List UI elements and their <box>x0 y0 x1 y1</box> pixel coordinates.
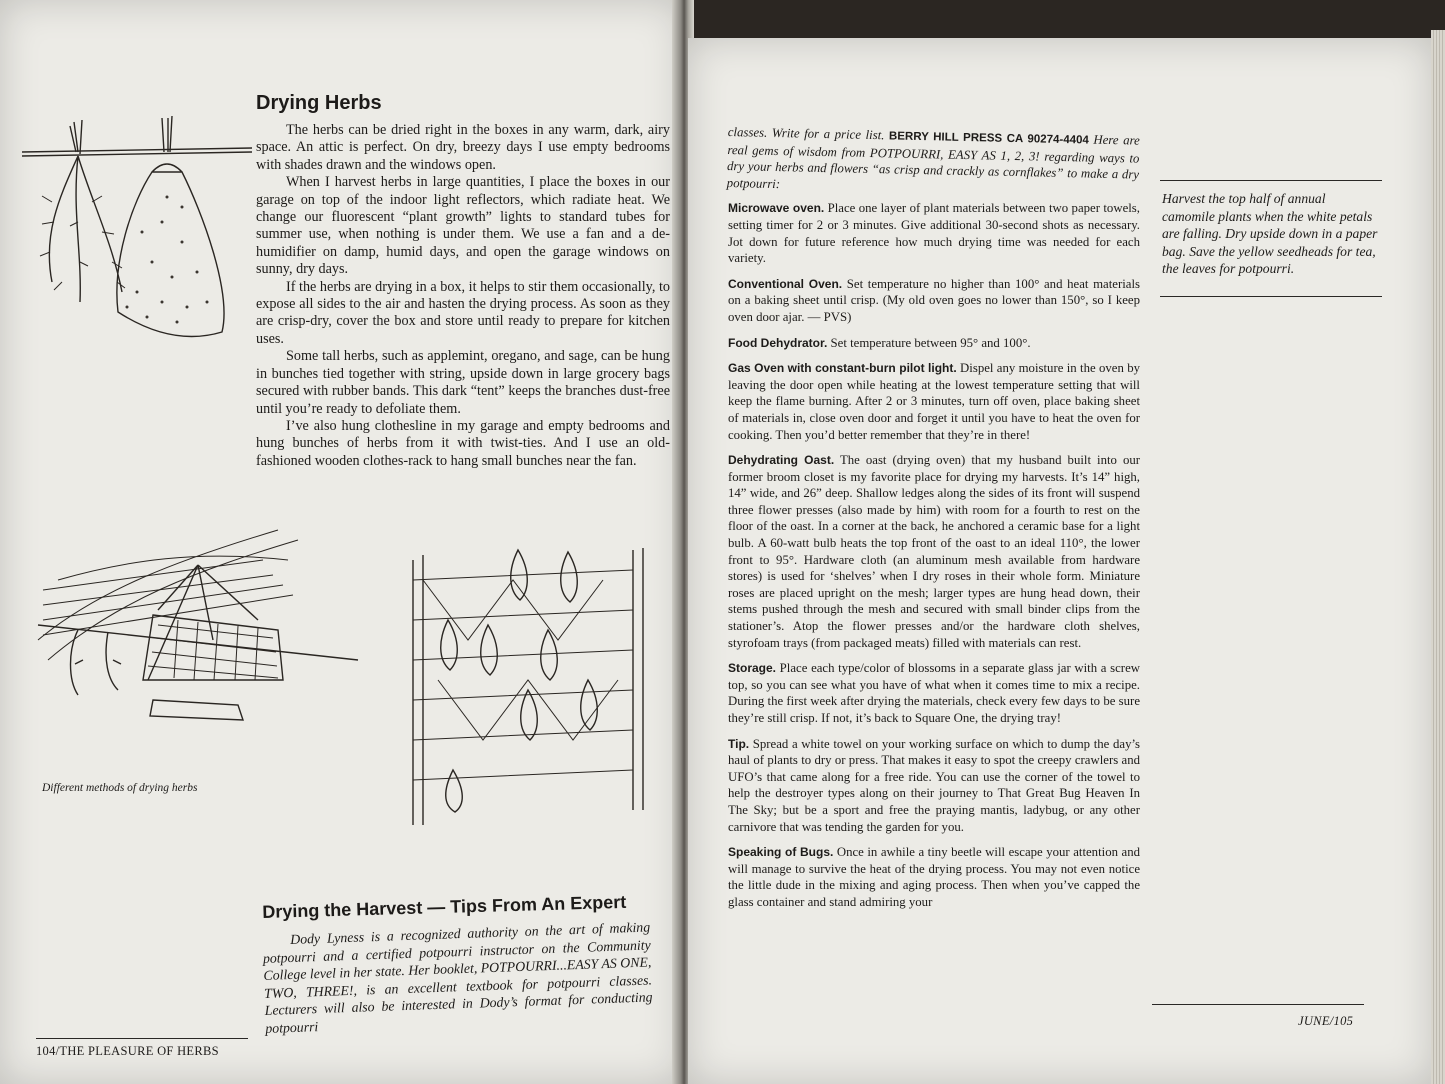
publisher-address: BERRY HILL PRESS CA 90274-4404 <box>888 130 1089 147</box>
left-page <box>0 0 683 1084</box>
tip-text: Place each type/color of blossoms in a separate glass jar with a screw top, so you can see what you have of what when it comes time to mix a recipe. During the first week after drying the materials, check every few days to be sure they’re still crisp. If not, it’s back to Square One, the drying tray! <box>728 661 1140 725</box>
tip-text: Once in awhile a tiny beetle will escape your attention and will manage to survive the heat of the drying process. You may not even notice the little dude in the mixing and aging process. Then when you’ve capped the glass container and stand admiring your <box>728 845 1140 909</box>
tip-paragraph <box>728 276 1140 326</box>
tip-lead: Food Dehydrator. <box>728 335 828 350</box>
camomile-sidebar: Harvest the top half of annual camomile plants when the white petals are falling. Dry upside down in a paper bag. Save the yellow seedheads for tea, the leaves for potpourri. <box>1162 191 1378 277</box>
expert-intro: Dody Lyness is a recognized authority on the art of making potpourri and a certified potpourri instructor on the Community College level in her state. Her booklet, POTPOURRI...EASY AS ONE, TWO, THREE!, is an excellent textbook for potpourri classes. Lecturers will also be interested in Dody’s format for conducting potpourri <box>262 919 653 1036</box>
sidebar-rule-top <box>1160 180 1382 181</box>
hanging-herbs-illustration <box>22 112 262 352</box>
drying-tray-illustration <box>38 520 368 770</box>
tip-paragraph <box>728 844 1140 910</box>
tip-paragraph <box>728 736 1140 836</box>
tip-paragraph <box>728 335 1140 352</box>
paragraph: If the herbs are drying in a box, it helps to stir them occasionally, to expose all sides to the air and hasten the drying process. As soon as they are crisp-dry, cover the box and store until ready to prepare for kitchen uses. <box>256 278 670 347</box>
tip-text: Place one layer of plant materials between two paper towels, setting timer for 2 or 3 minutes. Give additional 30-second shots as necessary. Jot down for future reference how much drying time was needed for each variety. <box>728 201 1140 266</box>
left-body-text <box>256 122 670 470</box>
intro-text-a: classes. Write for a price list. <box>727 124 890 143</box>
tip-lead: Microwave oven. <box>728 201 825 216</box>
paragraph: Some tall herbs, such as applemint, oregano, and sage, can be hung in bunches tied together with string, upside down in large grocery bags secured with rubber bands. This dark “tent” keeps the branches dust-free until you’re ready to defoliate them. <box>256 348 670 417</box>
paragraph: I’ve also hung clothesline in my garage and empty bedrooms and hung bunches of herbs from it with twist-ties. And I use an old-fashioned wooden clothes-rack to hang small bunches near the fan. <box>256 417 670 469</box>
footer-rule <box>1152 1004 1364 1005</box>
tip-text: Set temperature no higher than 100° and heat materials on a baking sheet until crisp. (My old oven goes no lower than 150°, so I keep oven door ajar. — PVS) <box>728 276 1140 324</box>
paragraph: The herbs can be dried right in the boxes in any warm, dark, airy space. An attic is perfect. On dry, breezy days I use empty bedrooms with shades drawn and the windows open. <box>256 122 670 173</box>
section-heading-2: Drying the Harvest — Tips From An Expert <box>262 891 627 922</box>
clothes-rack-illustration <box>408 540 648 830</box>
tip-paragraph <box>728 200 1140 266</box>
right-page <box>688 38 1433 1084</box>
sidebar-rule-bottom <box>1160 296 1382 297</box>
illustration-caption: Different methods of drying herbs <box>42 782 198 794</box>
tip-paragraph <box>728 452 1140 651</box>
page-folio-right: JUNE/105 <box>1298 1014 1354 1028</box>
right-body-text <box>728 124 1140 920</box>
tip-lead: Speaking of Bugs. <box>728 845 834 860</box>
tip-lead: Gas Oven with constant-burn pilot light. <box>728 361 957 376</box>
tip-text: The oast (drying oven) that my husband built into our former broom closet is my favorite place for drying my harvests. It’s 14” high, 14” wide, and 26” deep. Shallow ledges along the sides of its front will suspend three flower presses (also made by him) with room for a fourth to rest on the floor of the oast. In a corner at the back, he anchored a ceramic base for a light bulb. A 60-watt bulb heats the top front of the oast to an ideal 110°, the lower front to 95°. Hardware cloth (an aluminum mesh available from hardware stores) is used for ‘shelves’ when I dry roses in their whole form. Miniature roses are placed upright on the mesh; larger types are hung head down, their stems pushed through the mesh and secured with small binder clips from the stationer’s. Atop the flower presses and/or the hardware cloth shelves, styrofoam trays (from packaged meats) filled with materials can rest. <box>728 453 1140 650</box>
tip-text: Spread a white towel on your working surface on which to dump the day’s haul of plants to dry or press. That makes it easy to spot the creepy crawlers and UFO’s that came along for a free ride. You can use the corner of the towel to help the destroyer types along on their journey to That Great Bug Heaven In The Sky; but be a sport and free the praying mantis, ladybug, or any other carnivore that was tending the garden for you. <box>728 736 1140 834</box>
intro-paragraph <box>727 124 1140 200</box>
footer-rule <box>36 1038 248 1039</box>
page-folio-left: 104/THE PLEASURE OF HERBS <box>36 1044 219 1058</box>
paragraph: When I harvest herbs in large quantities, I place the boxes in our garage on top of the indoor light reflectors, which radiate heat. We change our fluorescent “plant growth” lights to standard tubes for summer use, when nothing is under them. We use a fan and a de-humidifier on damp, humid days, and open the garage windows on sunny, dry days. <box>256 174 670 278</box>
section-heading: Drying Herbs <box>256 92 382 114</box>
intro-text-c: Here are real gems of wisdom from POTPOURRI, EASY AS 1, 2, 3! regarding ways to dry your herbs and flowers “as crisp and crackly as cornflakes” to make a dry potpourri: <box>726 132 1140 191</box>
tip-lead: Dehydrating Oast. <box>728 453 835 468</box>
tip-text: Set temperature between 95° and 100°. <box>827 335 1031 350</box>
tip-paragraph <box>728 360 1140 443</box>
tip-lead: Tip. <box>728 736 750 751</box>
page-edges <box>1431 30 1445 1084</box>
tip-paragraph <box>728 660 1140 726</box>
tip-lead: Conventional Oven. <box>728 276 843 291</box>
tip-lead: Storage. <box>728 661 777 676</box>
tip-text: Dispel any moisture in the oven by leaving the door open while heating at the lowest temperature setting that will keep the flame burning. After 2 or 3 minutes, turn off oven, place baking sheet of materials in, close oven door and forget it until you have to heat the oven for cooking. Then you’d better remember that they’re in there! <box>728 361 1141 442</box>
